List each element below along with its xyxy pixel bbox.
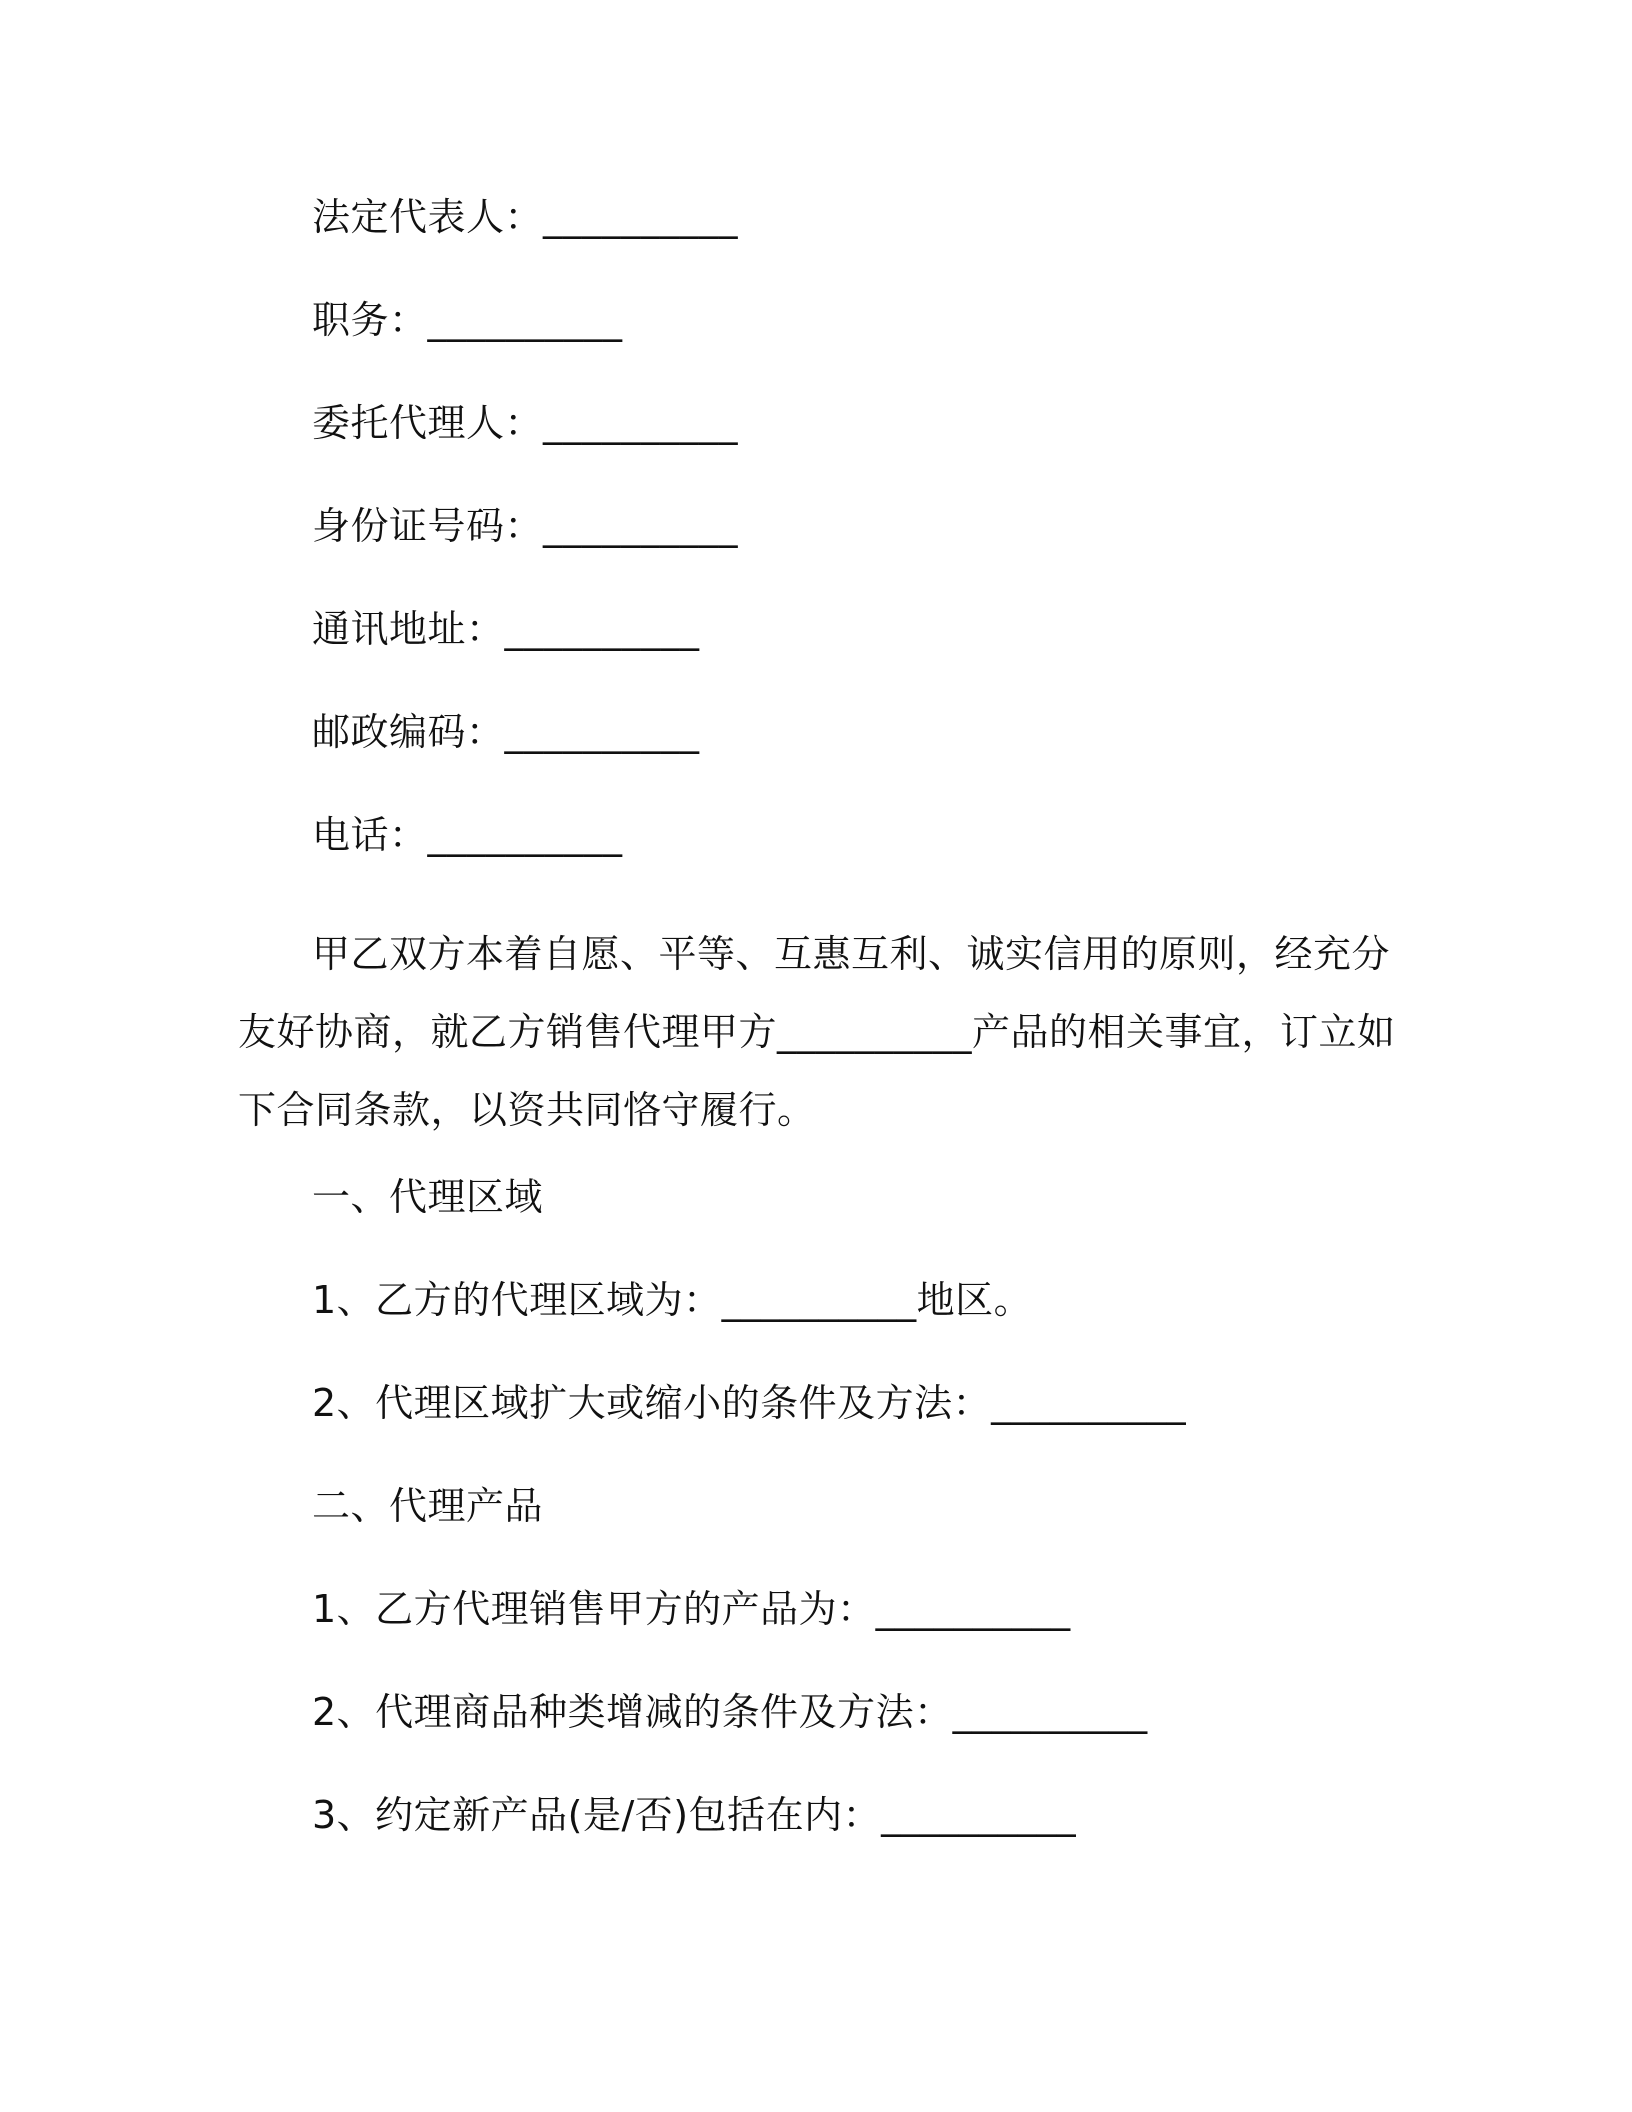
id-number-field xyxy=(312,504,739,548)
intro-line-2: 友好协商，就乙方销售代理甲方__________产品的相关事宜，订立如 xyxy=(238,1010,1396,1054)
section-heading-agency-area: 一、代理区域 xyxy=(312,1175,544,1219)
field-label: 邮政编码： xyxy=(312,710,505,754)
authorized-agent-field xyxy=(312,401,739,445)
field-label: 法定代表人： xyxy=(312,195,544,239)
field-label: 身份证号码： xyxy=(312,504,544,548)
phone-field xyxy=(312,813,623,857)
mailing-address-field xyxy=(312,607,700,651)
clause-agency-area-1: 1、乙方的代理区域为：__________地区。 xyxy=(312,1278,1033,1322)
field-blank: __________ xyxy=(543,504,739,548)
field-label: 电话： xyxy=(312,813,428,857)
field-label: 委托代理人： xyxy=(312,401,544,445)
section-heading-agency-products: 二、代理产品 xyxy=(312,1484,544,1528)
field-blank: __________ xyxy=(427,298,623,342)
legal-representative-field xyxy=(312,195,739,239)
intro-line-3: 下合同条款，以资共同恪守履行。 xyxy=(238,1088,816,1132)
postal-code-field xyxy=(312,710,700,754)
clause-agency-products-1: 1、乙方代理销售甲方的产品为：__________ xyxy=(312,1587,1071,1631)
clause-agency-area-2: 2、代理区域扩大或缩小的条件及方法：__________ xyxy=(312,1381,1187,1425)
field-blank: __________ xyxy=(543,401,739,445)
intro-paragraph xyxy=(238,915,1396,1149)
field-blank: __________ xyxy=(427,813,623,857)
field-blank: __________ xyxy=(504,710,700,754)
field-label: 职务： xyxy=(312,298,428,342)
field-blank: __________ xyxy=(543,195,739,239)
position-field xyxy=(312,298,623,342)
clause-agency-products-3: 3、约定新产品(是/否)包括在内：__________ xyxy=(312,1793,1077,1837)
clause-agency-products-2: 2、代理商品种类增减的条件及方法：__________ xyxy=(312,1690,1148,1734)
intro-line-1: 甲乙双方本着自愿、平等、互惠互利、诚实信用的原则，经充分 xyxy=(312,932,1391,976)
field-label: 通讯地址： xyxy=(312,607,505,651)
field-blank: __________ xyxy=(504,607,700,651)
